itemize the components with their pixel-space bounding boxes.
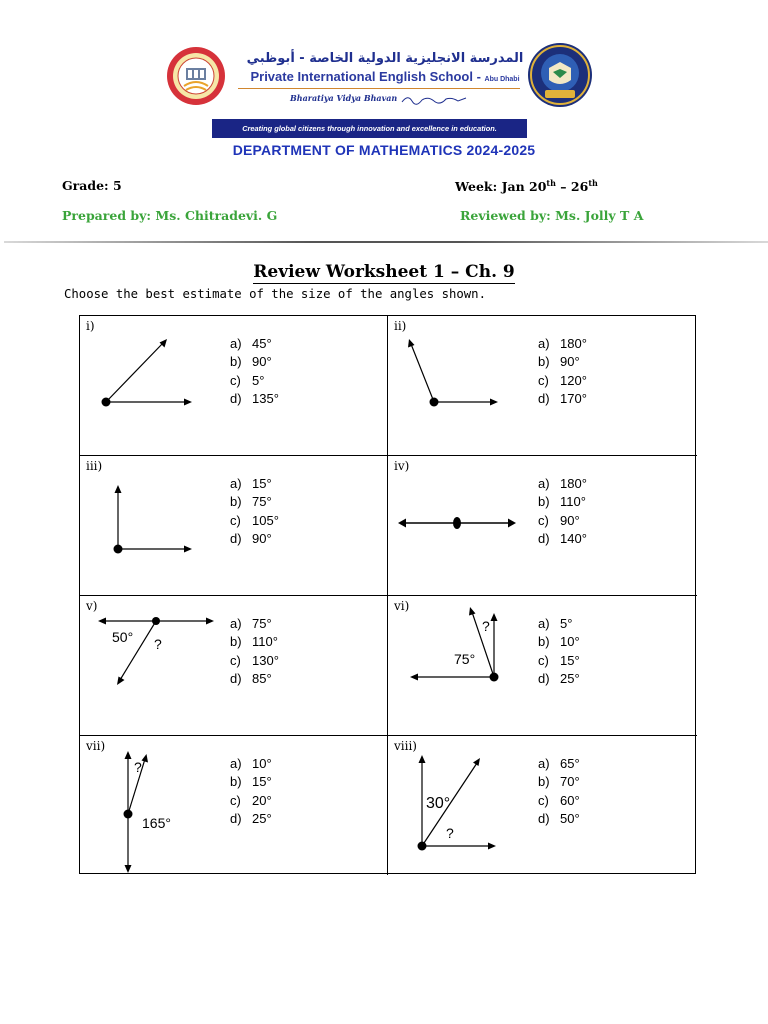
- question-number: iii): [86, 459, 103, 473]
- unknown-angle-label: ?: [482, 618, 490, 634]
- question-number: viii): [394, 739, 417, 753]
- answer-options: [538, 755, 580, 829]
- option[interactable]: d) 140°: [538, 531, 587, 547]
- option[interactable]: b) 90°: [538, 354, 580, 370]
- option[interactable]: b) 70°: [538, 774, 580, 790]
- option[interactable]: b) 15°: [230, 774, 272, 790]
- school-name-arabic: المدرسة الانجليزية الدولية الخاصة - أبوظبي: [246, 51, 524, 66]
- question-cell: [80, 316, 388, 456]
- option[interactable]: b) 90°: [230, 354, 272, 370]
- option[interactable]: d) 50°: [538, 811, 580, 827]
- question-table: [79, 315, 696, 874]
- option[interactable]: d) 90°: [230, 531, 272, 547]
- option[interactable]: a) 180°: [538, 476, 587, 491]
- option[interactable]: d) 25°: [230, 811, 272, 827]
- school-crest-icon: [166, 46, 226, 106]
- option[interactable]: c) 90°: [538, 512, 580, 528]
- option[interactable]: b) 110°: [538, 494, 586, 510]
- angle-figure: [80, 456, 230, 596]
- angle-figure: [388, 316, 538, 456]
- prepared-by-line: Prepared by: Ms. Chitradevi. G: [62, 208, 278, 223]
- unknown-angle-label: ?: [134, 759, 142, 775]
- grade-line: Grade: 5: [62, 178, 122, 193]
- reviewer-name: Ms. Jolly T A: [555, 208, 644, 223]
- header-rule: [238, 88, 520, 89]
- question-number: vi): [394, 599, 410, 613]
- question-number: vii): [86, 739, 106, 753]
- answer-options: [230, 615, 279, 689]
- angle-figure: [388, 736, 538, 876]
- reviewed-by-line: Reviewed by: Ms. Jolly T A: [460, 208, 644, 223]
- option[interactable]: c) 120°: [538, 372, 587, 388]
- option[interactable]: a) 45°: [230, 336, 272, 351]
- question-number: i): [86, 319, 95, 333]
- tagline-banner: Creating global citizens through innovation and excellence in education.: [212, 119, 527, 138]
- question-cell: [80, 596, 388, 736]
- section-divider: [4, 241, 768, 243]
- option[interactable]: c) 20°: [230, 792, 272, 808]
- angle-figure: [388, 596, 538, 736]
- answer-options: [538, 615, 580, 689]
- given-angle-label: 50°: [112, 629, 134, 645]
- option[interactable]: c) 130°: [230, 652, 279, 668]
- given-angle-label: 165°: [142, 815, 171, 831]
- answer-options: [538, 475, 587, 549]
- option[interactable]: a) 180°: [538, 336, 587, 351]
- option[interactable]: a) 5°: [538, 616, 573, 631]
- question-cell: [80, 456, 388, 596]
- answer-options: [230, 335, 279, 409]
- question-number: v): [86, 599, 98, 613]
- worksheet-title: Review Worksheet 1 – Ch. 9: [253, 262, 515, 282]
- option[interactable]: a) 75°: [230, 616, 272, 631]
- answer-options: [230, 755, 272, 829]
- department-title: DEPARTMENT OF MATHEMATICS 2024-2025: [232, 142, 536, 158]
- given-angle-label: 30°: [426, 795, 451, 812]
- school-name-english: Private International English School - Abu Dhabi: [250, 69, 520, 84]
- unknown-angle-label: ?: [446, 825, 454, 841]
- angle-figure: [80, 596, 230, 736]
- option[interactable]: d) 135°: [230, 391, 279, 407]
- week-line: Week: Jan 20th – 26th: [455, 178, 598, 195]
- angle-figure: [388, 456, 538, 596]
- question-number: iv): [394, 459, 410, 473]
- school-emblem-icon: [527, 42, 593, 108]
- angle-figure: [80, 316, 230, 456]
- question-cell: [388, 456, 697, 596]
- grade-value: 5: [113, 178, 122, 193]
- signature-icon: [400, 92, 468, 106]
- option[interactable]: c) 60°: [538, 792, 580, 808]
- preparer-name: Ms. Chitradevi. G: [155, 208, 278, 223]
- school-city: Abu Dhabi: [484, 76, 520, 83]
- question-cell: [388, 596, 697, 736]
- option[interactable]: c) 5°: [230, 372, 265, 388]
- question-number: ii): [394, 319, 407, 333]
- unknown-angle-label: ?: [154, 636, 162, 652]
- question-cell: [388, 316, 697, 456]
- angle-figure: [80, 736, 230, 876]
- affiliation-text: Bharatiya Vidya Bhavan: [290, 93, 398, 103]
- question-cell: [80, 736, 388, 875]
- question-cell: [388, 736, 697, 875]
- option[interactable]: d) 170°: [538, 391, 587, 407]
- option[interactable]: c) 15°: [538, 652, 580, 668]
- option[interactable]: b) 75°: [230, 494, 272, 510]
- option[interactable]: d) 85°: [230, 671, 272, 687]
- option[interactable]: a) 10°: [230, 756, 272, 771]
- given-angle-label: 75°: [454, 651, 476, 667]
- option[interactable]: b) 110°: [230, 634, 278, 650]
- option[interactable]: a) 15°: [230, 476, 272, 491]
- option[interactable]: c) 105°: [230, 512, 279, 528]
- option[interactable]: b) 10°: [538, 634, 580, 650]
- answer-options: [230, 475, 279, 549]
- option[interactable]: d) 25°: [538, 671, 580, 687]
- instructions: Choose the best estimate of the size of the angles shown.: [64, 287, 486, 301]
- option[interactable]: a) 65°: [538, 756, 580, 771]
- answer-options: [538, 335, 587, 409]
